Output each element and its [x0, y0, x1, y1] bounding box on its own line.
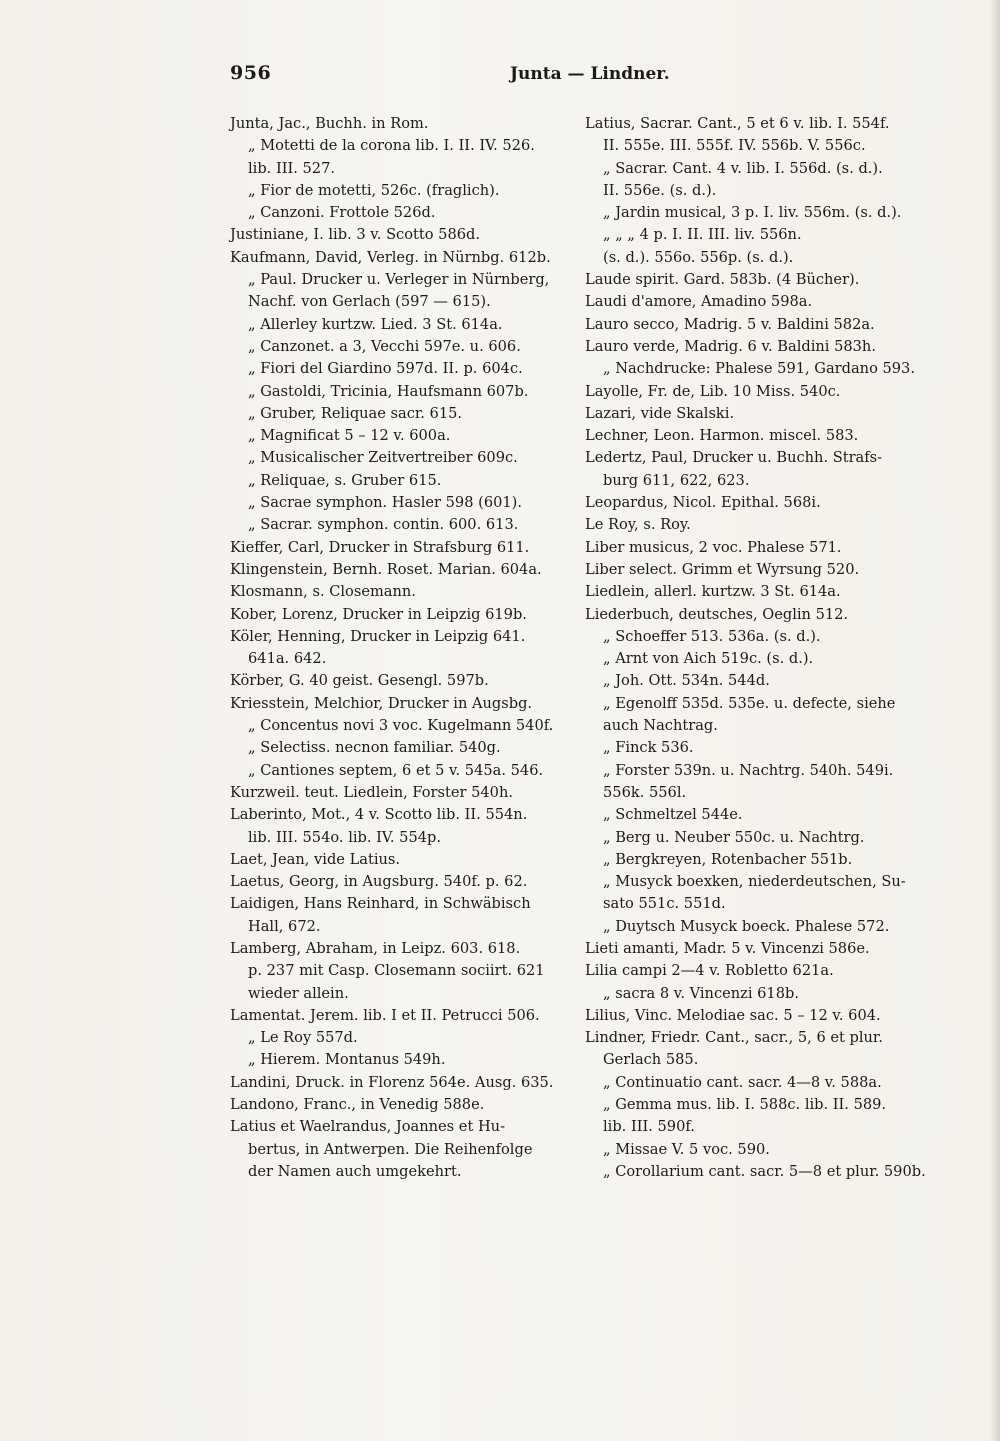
index-entry-line: „ Selectiss. necnon familiar. 540g. [248, 739, 501, 757]
index-entry-line: sato 551c. 551d. [603, 895, 726, 913]
index-entry-line: Laberinto, Mot., 4 v. Scotto lib. II. 554n. [230, 806, 528, 824]
index-entry-line: „ Continuatio cant. sacr. 4—8 v. 588a. [603, 1073, 882, 1091]
index-entry-line: Liedlein, allerl. kurtzw. 3 St. 614a. [585, 583, 841, 601]
index-entry-line: Lamentat. Jerem. lib. I et II. Petrucci 506. [230, 1006, 540, 1024]
right-column [585, 113, 926, 1183]
index-entry-line: Körber, G. 40 geist. Gesengl. 597b. [230, 672, 489, 690]
index-entry-line: wieder allein. [248, 984, 349, 1002]
index-entry-line: „ Hierem. Montanus 549h. [248, 1051, 446, 1069]
index-entry-line: „ Arnt von Aich 519c. (s. d.). [603, 650, 814, 668]
index-entry-line: „ Nachdrucke: Phalese 591, Gardano 593. [603, 360, 915, 378]
index-entry-line: Lilia campi 2—4 v. Robletto 621a. [585, 962, 834, 980]
index-entry-line: Köler, Henning, Drucker in Leipzig 641. [230, 627, 526, 645]
index-entry-line: „ Canzoni. Frottole 526d. [248, 204, 436, 222]
index-entry-line: „ Schoeffer 513. 536a. (s. d.). [603, 627, 821, 645]
index-entry-line: p. 237 mit Casp. Closemann sociirt. 621 [248, 962, 545, 980]
index-entry-line: Kieffer, Carl, Drucker in Strafsburg 611. [230, 538, 530, 556]
index-entry-line: Kober, Lorenz, Drucker in Leipzig 619b. [230, 605, 527, 623]
index-entry-line: „ Musyck boexken, niederdeutschen, Su- [603, 873, 906, 891]
index-entry-line: Laidigen, Hans Reinhard, in Schwäbisch [230, 895, 531, 913]
index-entry-line: Hall, 672. [248, 917, 321, 935]
index-entry-line: auch Nachtrag. [603, 717, 718, 735]
index-entry-line: Lauro secco, Madrig. 5 v. Baldini 582a. [585, 315, 875, 333]
index-entry-line: Gerlach 585. [603, 1051, 699, 1069]
index-entry-line: Laudi d'amore, Amadino 598a. [585, 293, 813, 311]
index-entry-line: „ Gruber, Reliquae sacr. 615. [248, 404, 463, 422]
index-entry-line: Laude spirit. Gard. 583b. (4 Bücher). [585, 271, 860, 289]
index-entry-line: Liber musicus, 2 voc. Phalese 571. [585, 538, 842, 556]
index-entry-line: „ Reliquae, s. Gruber 615. [248, 471, 442, 489]
index-entry-line: „ Schmeltzel 544e. [603, 806, 743, 824]
index-entry-line: Lilius, Vinc. Melodiae sac. 5 – 12 v. 604. [585, 1006, 881, 1024]
index-entry-line: „ Duytsch Musyck boeck. Phalese 572. [603, 917, 890, 935]
index-entry-line: „ Fior de motetti, 526c. (fraglich). [248, 181, 500, 199]
index-entry-line: „ Fiori del Giardino 597d. II. p. 604c. [248, 360, 523, 378]
index-entry-line: Leopardus, Nicol. Epithal. 568i. [585, 494, 821, 512]
index-entry-line: Lauro verde, Madrig. 6 v. Baldini 583h. [585, 337, 876, 355]
index-entry-line: „ Sacrae symphon. Hasler 598 (601). [248, 494, 523, 512]
index-entry-line: Klosmann, s. Closemann. [230, 583, 416, 601]
index-entry-line: Le Roy, s. Roy. [585, 516, 691, 534]
index-entry-line: „ Canzonet. a 3, Vecchi 597e. u. 606. [248, 337, 521, 355]
index-entry-line: Landini, Druck. in Florenz 564e. Ausg. 635. [230, 1073, 554, 1091]
index-entry-line: Lindner, Friedr. Cant., sacr., 5, 6 et plur. [585, 1029, 883, 1047]
index-entry-line: „ sacra 8 v. Vincenzi 618b. [603, 984, 799, 1002]
index-entry-line: Kaufmann, David, Verleg. in Nürnbg. 612b. [230, 248, 551, 266]
index-entry-line: Justiniane, I. lib. 3 v. Scotto 586d. [230, 226, 481, 244]
page-edge-shadow [990, 0, 1000, 1441]
index-entry-line: „ Berg u. Neuber 550c. u. Nachtrg. [603, 828, 865, 846]
page-number: 956 [230, 62, 272, 84]
index-entry-line: „ Motetti de la corona lib. I. II. IV. 526. [248, 137, 535, 155]
index-entry-line: Lieti amanti, Madr. 5 v. Vincenzi 586e. [585, 939, 870, 957]
index-entry-line: „ Paul. Drucker u. Verleger in Nürnberg, [248, 271, 550, 289]
index-entry-line: „ Gemma mus. lib. I. 588c. lib. II. 589. [603, 1096, 887, 1114]
page-header [230, 62, 790, 92]
index-entry-line: Layolle, Fr. de, Lib. 10 Miss. 540c. [585, 382, 841, 400]
index-entry-line: Liber select. Grimm et Wyrsung 520. [585, 560, 860, 578]
index-entry-line: „ Forster 539n. u. Nachtrg. 540h. 549i. [603, 761, 894, 779]
index-entry-line: lib. III. 554o. lib. IV. 554p. [248, 828, 442, 846]
running-title: Junta — Lindner. [510, 64, 670, 84]
left-column [230, 113, 568, 1183]
index-entry-line: „ Le Roy 557d. [248, 1029, 358, 1047]
index-entry-line: lib. III. 590f. [603, 1118, 695, 1136]
index-entry-line: „ Sacrar. Cant. 4 v. lib. I. 556d. (s. d.). [603, 159, 883, 177]
index-entry-line: „ Joh. Ott. 534n. 544d. [603, 672, 770, 690]
index-entry-line: „ „ „ 4 p. I. II. III. liv. 556n. [603, 226, 802, 244]
index-entry-line: „ Musicalischer Zeitvertreiber 609c. [248, 449, 518, 467]
index-entry-line: Klingenstein, Bernh. Roset. Marian. 604a. [230, 560, 542, 578]
index-entry-line: Kurzweil. teut. Liedlein, Forster 540h. [230, 783, 514, 801]
index-entry-line: Lamberg, Abraham, in Leipz. 603. 618. [230, 939, 521, 957]
index-entry-line: Lazari, vide Skalski. [585, 404, 735, 422]
index-entry-line: (s. d.). 556o. 556p. (s. d.). [603, 248, 794, 266]
index-entry-line: bertus, in Antwerpen. Die Reihenfolge [248, 1140, 533, 1158]
index-entry-line: „ Missae V. 5 voc. 590. [603, 1140, 770, 1158]
index-entry-line: Nachf. von Gerlach (597 — 615). [248, 293, 491, 311]
index-entry-line: „ Sacrar. symphon. contin. 600. 613. [248, 516, 519, 534]
index-entry-line: der Namen auch umgekehrt. [248, 1162, 462, 1180]
index-entry-line: Latius et Waelrandus, Joannes et Hu- [230, 1118, 506, 1136]
index-entry-line: lib. III. 527. [248, 159, 336, 177]
index-entry-line: Ledertz, Paul, Drucker u. Buchh. Strafs- [585, 449, 883, 467]
index-entry-line: 556k. 556l. [603, 783, 687, 801]
index-entry-line: Laet, Jean, vide Latius. [230, 850, 401, 868]
index-entry-line: Latius, Sacrar. Cant., 5 et 6 v. lib. I. 554f. [585, 115, 890, 132]
index-entry-line: Liederbuch, deutsches, Oeglin 512. [585, 605, 849, 623]
index-entry-line: 641a. 642. [248, 650, 327, 668]
index-entry-line: „ Gastoldi, Tricinia, Haufsmann 607b. [248, 382, 529, 400]
index-entry-line: „ Cantiones septem, 6 et 5 v. 545a. 546. [248, 761, 544, 779]
index-entry-line: Lechner, Leon. Harmon. miscel. 583. [585, 427, 859, 445]
index-entry-line: „ Egenolff 535d. 535e. u. defecte, siehe [603, 694, 896, 712]
index-entry-line: „ Allerley kurtzw. Lied. 3 St. 614a. [248, 315, 503, 333]
index-entry-line: Laetus, Georg, in Augsburg. 540f. p. 62. [230, 873, 528, 891]
index-entry-line: burg 611, 622, 623. [603, 471, 750, 489]
index-entry-line: Junta, Jac., Buchh. in Rom. [230, 115, 429, 132]
index-entry-line: „ Concentus novi 3 voc. Kugelmann 540f. [248, 717, 554, 735]
index-entry-line: „ Magnificat 5 – 12 v. 600a. [248, 427, 451, 445]
index-entry-line: „ Jardin musical, 3 p. I. liv. 556m. (s. d.). [603, 204, 902, 222]
index-entry-line: „ Finck 536. [603, 739, 694, 757]
index-entry-line: „ Corollarium cant. sacr. 5—8 et plur. 590b. [603, 1162, 926, 1180]
index-entry-line: II. 556e. (s. d.). [603, 181, 717, 199]
index-entry-line: Landono, Franc., in Venedig 588e. [230, 1096, 485, 1114]
index-entry-line: II. 555e. III. 555f. IV. 556b. V. 556c. [603, 137, 866, 155]
index-entry-line: Kriesstein, Melchior, Drucker in Augsbg. [230, 694, 533, 712]
index-entry-line: „ Bergkreyen, Rotenbacher 551b. [603, 850, 853, 868]
